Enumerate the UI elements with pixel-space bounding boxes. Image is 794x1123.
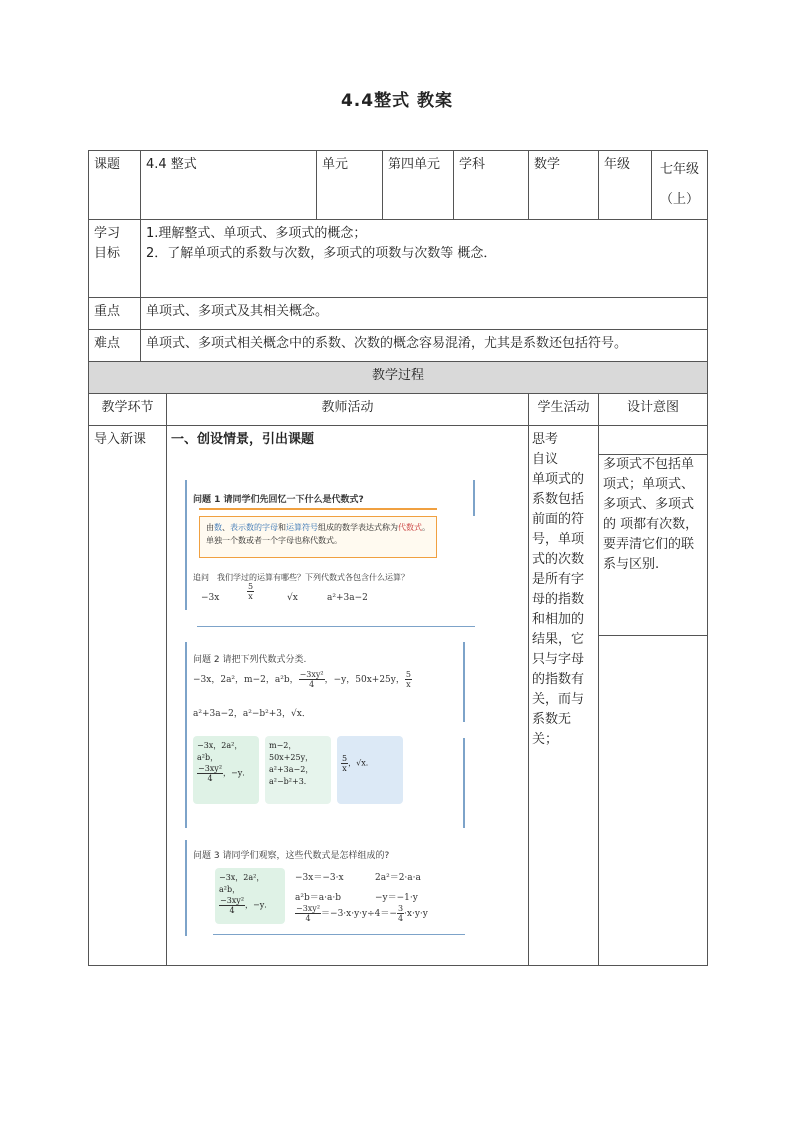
g2-line4: a²−b²+3． (269, 777, 312, 786)
g1-rest: ，−y． (223, 768, 251, 778)
def-and: 和 (278, 523, 286, 532)
list1-a: −3x，2a²，m−2，a²b， (193, 675, 299, 685)
r3-num2: 3 (397, 904, 404, 913)
def-text-1: 由 (206, 523, 214, 532)
g3-den: x (342, 764, 347, 773)
g1-line1: −3x，2a²，a²b， (197, 741, 243, 762)
decomp-2b: −y＝−1·y (375, 893, 418, 903)
group-monomials (193, 736, 259, 804)
r3-tail: ·x·y·y (404, 909, 428, 919)
course-label: 课题 (89, 151, 141, 220)
q3-g-num: −3xy² (220, 896, 245, 905)
r3-den2: 4 (397, 914, 404, 923)
key-label: 重点 (89, 298, 141, 330)
def-letter: 表示数的字母 (230, 523, 278, 532)
goals-label (89, 220, 141, 298)
g2-line3: a²+3a−2， (269, 765, 314, 774)
g1-num: −3xy² (198, 764, 223, 773)
r3-rest: ＝−3·x·y·y÷4＝− (321, 909, 397, 919)
def-sep: 、 (222, 523, 230, 532)
group-polynomials (265, 736, 331, 804)
example-4: a²+3a−2 (327, 593, 368, 603)
ex2-num: 5 (248, 582, 254, 591)
q3-g-rest: ，−y． (245, 900, 273, 910)
expression-list-1 (193, 670, 412, 690)
g3-rest: ，√x． (348, 758, 374, 768)
g2-line1: m−2， (269, 741, 297, 750)
course-value: 4.4 整式 (141, 151, 317, 220)
r3-num: −3xy² (296, 904, 321, 913)
decomp-3 (295, 904, 428, 924)
list1-b: ，−y，50x+25y， (324, 675, 405, 685)
unit-value: 第四单元 (383, 151, 454, 220)
def-text-2: 组成的数学表达式称为 (318, 523, 398, 532)
process-title: 教学过程 (89, 362, 708, 394)
decomp-1a: −3x＝−3·x (295, 873, 344, 883)
col-teacher-header: 教师活动 (167, 394, 529, 426)
col-stage-header: 教学环节 (89, 394, 167, 426)
expression-list-2: a²+3a−2，a²−b²+3，√x． (193, 709, 311, 719)
def-term: 代数式 (398, 523, 422, 532)
followup-text: 追问 我们学过的运算有哪些？下列代数式各包含什么运算？ (193, 573, 409, 582)
slide-question-1 (177, 470, 467, 628)
def-num: 数 (214, 523, 222, 532)
stage-cell: 导入新课 (89, 426, 167, 966)
definition-box (199, 516, 437, 558)
def-ops: 运算符号 (286, 523, 318, 532)
slide-question-3 (177, 840, 467, 936)
q3-g-den: 4 (229, 906, 235, 915)
teacher-heading: 一、创设情景，引出课题 (171, 432, 315, 447)
document-title: 4.4整式 教案 (340, 91, 454, 111)
design-intent-cell (599, 426, 708, 966)
def-text-3: 。单独一个数或者一个字母也称代数式。 (206, 523, 430, 545)
goal-item-2: 2．了解单项式的系数与次数，多项式的项数与次数等 概念． (146, 246, 497, 261)
g1-den: 4 (207, 774, 213, 783)
question-3-text: 问题 3 请同学们观察，这些代数式是怎样组成的? (193, 851, 390, 861)
grade-label: 年级 (599, 151, 652, 220)
example-3: √x (287, 593, 298, 603)
goals-label-line2: 目标 (94, 246, 121, 261)
question-2-text: 问题 2 请把下列代数式分类. (193, 655, 307, 665)
list1-den2: x (406, 680, 411, 689)
col-student-header: 学生活动 (529, 394, 599, 426)
group-others (337, 736, 403, 804)
list1-den: 4 (309, 680, 315, 689)
list1-num: −3xy² (299, 670, 324, 679)
goals-label-line1: 学习 (94, 226, 121, 241)
lesson-plan-table (88, 150, 708, 966)
key-value: 单项式、多项式及其相关概念。 (141, 298, 708, 330)
r3-den: 4 (305, 914, 311, 923)
design-intent-box: 多项式不包括单项式；单项式、多项式、多项式的 项都有次数，要弄清它们的联系与区别. (598, 454, 708, 636)
goals-content (141, 220, 708, 298)
subject-label: 学科 (454, 151, 529, 220)
goal-item-1: 1.理解整式、单项式、多项式的概念； (146, 226, 367, 241)
grade-value: 七年级（上） (652, 151, 708, 220)
student-activity-cell: 思考 自议 单项式的系数包括前面的符号，单项式的次数是所有字母的指数和相加的结果，它只与字母的指数有关，而与系数无关； (529, 426, 599, 966)
decomp-2a: a²b＝a·a·b (295, 893, 341, 903)
g3-num: 5 (342, 754, 348, 763)
example-1: −3x (201, 593, 220, 603)
subject-value: 数学 (529, 151, 599, 220)
difficulty-label: 难点 (89, 330, 141, 362)
slide-question-2 (177, 642, 467, 828)
col-intent-header: 设计意图 (599, 394, 708, 426)
monomial-group-box (215, 868, 285, 924)
difficulty-value: 单项式、多项式相关概念中的系数、次数的概念容易混淆，尤其是系数还包括符号。 (141, 330, 708, 362)
unit-label: 单元 (317, 151, 383, 220)
example-2 (247, 582, 254, 602)
g2-line2: 50x+25y， (269, 753, 314, 762)
q3-g-line1: −3x，2a²，a²b， (219, 873, 265, 894)
ex2-den: x (248, 592, 253, 601)
decomp-1b: 2a²＝2·a·a (375, 873, 421, 883)
question-1-text: 问题 1 请同学们先回忆一下什么是代数式? (193, 495, 364, 505)
list1-num2: 5 (405, 670, 411, 679)
teacher-activity-cell (167, 426, 529, 966)
